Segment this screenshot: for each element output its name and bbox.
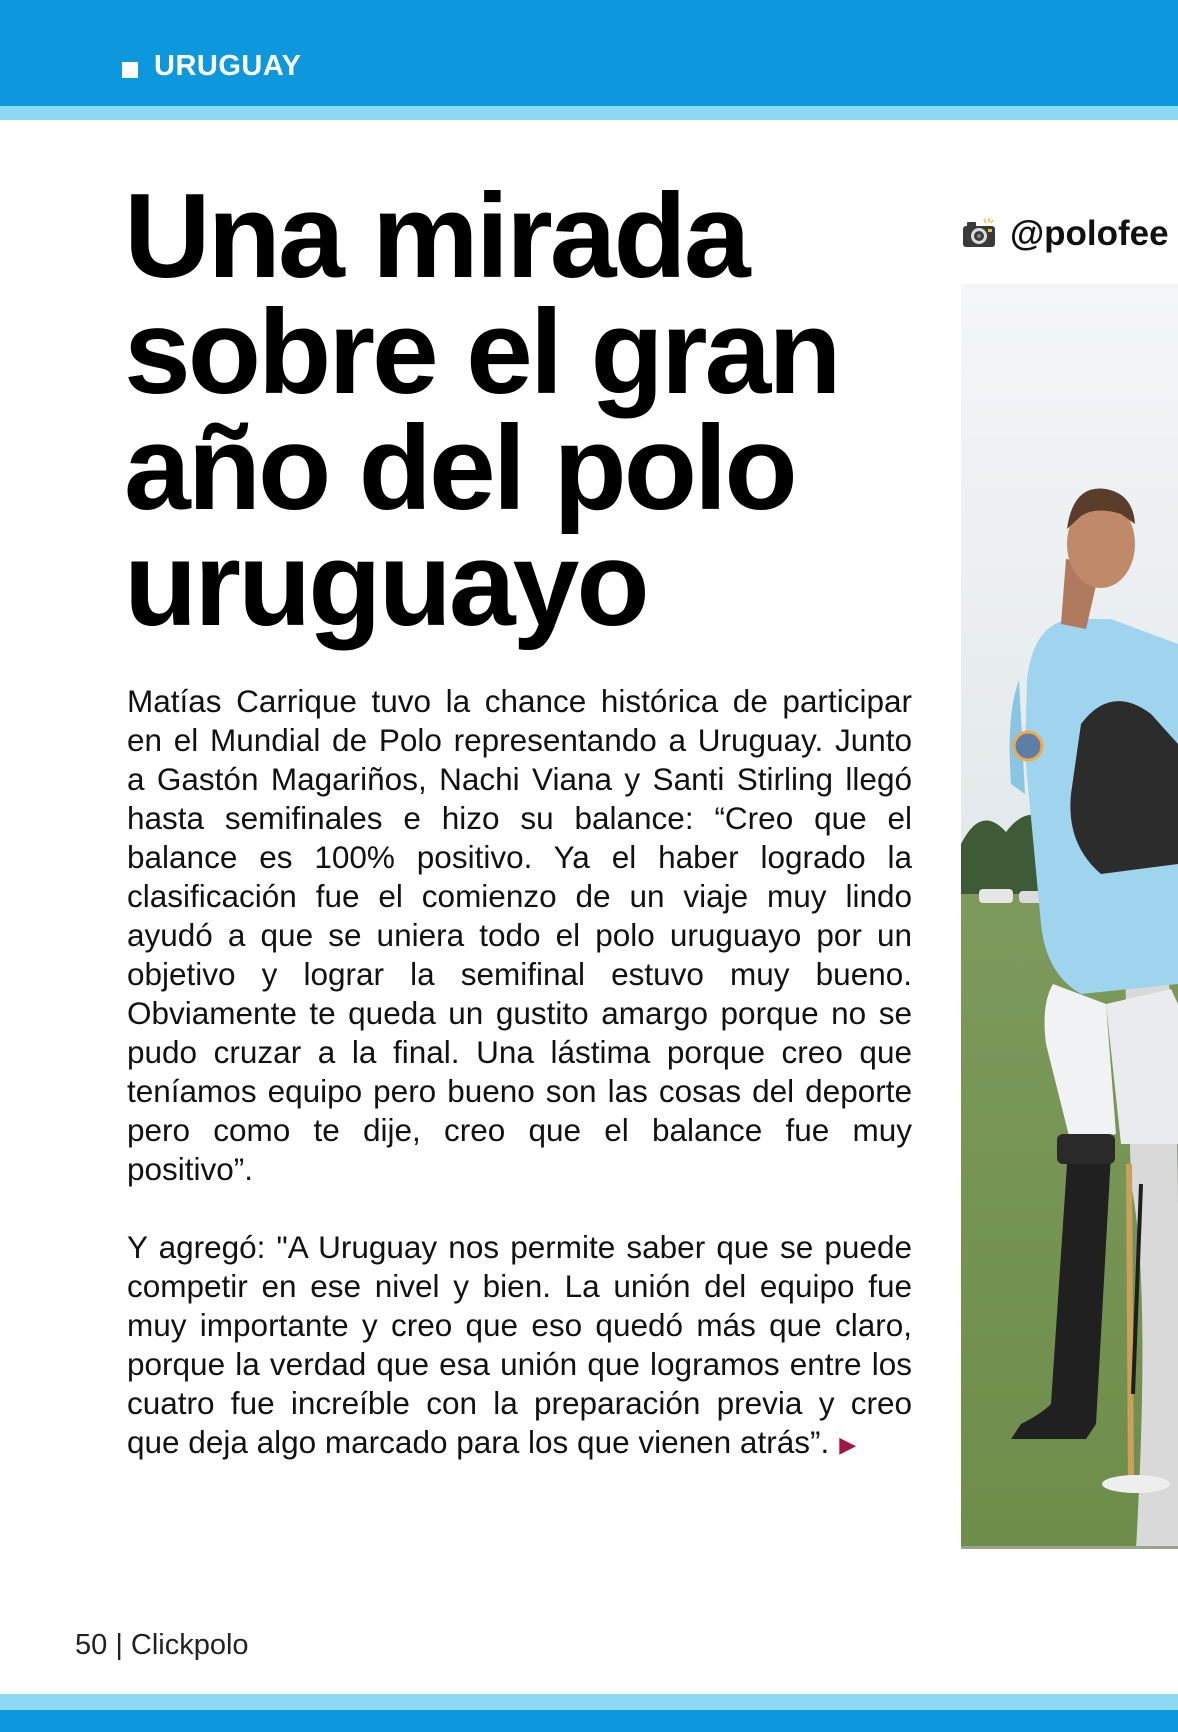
article-paragraph: [127, 1228, 912, 1464]
article-paragraph: Matías Carrique tuvo la chance histórica de participar en el Mundial de Polo representando a Uruguay. Junto a Gastón Magariños, Nachi Viana y Santi Stirling llegó hasta semifinales e hizo su balance: “Creo que el balance es 100% positivo. Ya el haber logrado la clasificación fue el comienzo de un viaje muy lindo ayudó a que se uniera todo el polo uruguayo por un objetivo y lograr la semifinal estuvo muy bueno. Obviamente te queda un gustito amargo porque no se pudo cruzar a la final. Una lástima porque creo que teníamos equipo pero bueno son las cosas del deporte pero como te dije, creo que el balance fue muy positivo”.: [127, 683, 912, 1187]
article-paragraph-text: Y agregó: "A Uruguay nos permite saber que se puede competir en ese nivel y bien. La unión del equipo fue muy importante y creo que eso quedó más que claro, porque la verdad que esa unión que logramos entre los cuatro fue increíble con la preparación previa y creo que deja algo marcado para los que vienen atrás”.: [127, 1229, 912, 1460]
bottom-banner-stripe: [0, 1694, 1178, 1710]
article-headline: Una mirada sobre el gran año del polo uruguayo: [124, 169, 839, 651]
page-footer: 50 | Clickpolo: [75, 1629, 249, 1661]
top-banner-stripe: [0, 106, 1178, 120]
player-photo: [961, 284, 1178, 1549]
bottom-banner: [0, 1710, 1178, 1732]
photo-credit-handle: @polofee: [1010, 214, 1169, 253]
section-label: URUGUAY: [154, 50, 302, 82]
camera-icon: [962, 218, 996, 248]
section-bullet-icon: [122, 62, 138, 78]
triangle-right-icon: ▶: [839, 1432, 857, 1457]
article-body: [127, 682, 912, 1464]
